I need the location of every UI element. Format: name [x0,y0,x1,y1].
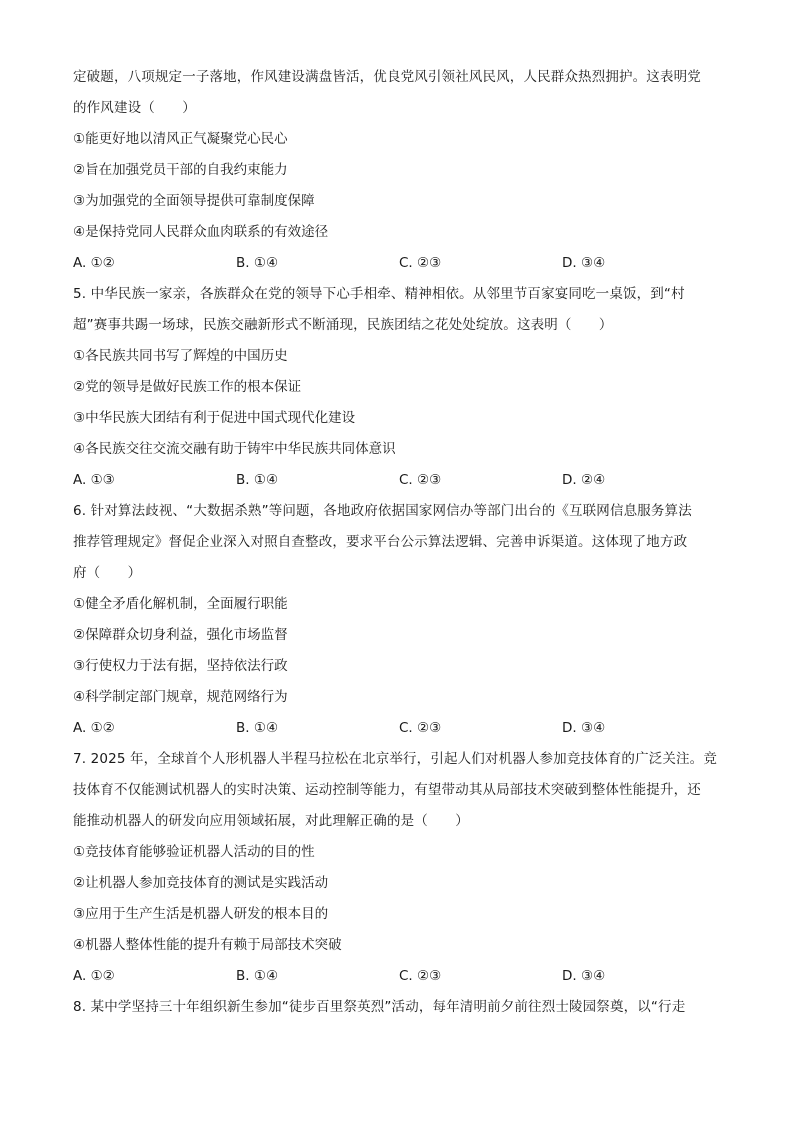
question-7 [73,744,734,992]
statement-3: ③应用于生产生活是机器人研发的根本目的 [73,906,329,922]
option-d: D. ③④ [562,255,606,271]
option-c: C. ②③ [399,968,442,984]
option-a: A. ①② [73,720,115,736]
question-stem-line: 6. 针对算法歧视、“大数据杀熟”等问题，各地政府依据国家网信办等部门出台的《互联网信息服务算法 [73,503,692,519]
option-b: B. ①④ [236,968,279,984]
question-stem-line: 7. 2025 年，全球首个人形机器人半程马拉松在北京举行，引起人们对机器人参加竞技体育的广泛关注。竞 [73,751,717,767]
option-c: C. ②③ [399,472,442,488]
statement-1: ①竞技体育能够验证机器人活动的目的性 [73,844,315,860]
statement-1: ①能更好地以清风正气凝聚党心民心 [73,131,288,147]
question-stem-line: 5. 中华民族一家亲，各族群众在党的领导下心手相牵、精神相依。从邻里节百家宴同吃一桌饭，到“村 [73,286,685,302]
statement-4: ④是保持党同人民群众血肉联系的有效途径 [73,224,329,240]
question-4 [73,62,734,279]
question-stem-line: 技体育不仅能测试机器人的实时决策、运动控制等能力，有望带动其从局部技术突破到整体性能提升，还 [73,782,701,798]
option-d: D. ③④ [562,720,606,736]
question-stem-line: 8. 某中学坚持三十年组织新生参加“徒步百里祭英烈”活动，每年清明前夕前往烈士陵园祭奠，以“行走 [73,999,686,1015]
option-c: C. ②③ [399,255,442,271]
answer-options [73,713,734,744]
statement-1: ①各民族共同书写了辉煌的中国历史 [73,348,288,364]
statement-1: ①健全矛盾化解机制，全面履行职能 [73,596,288,612]
statement-4: ④机器人整体性能的提升有赖于局部技术突破 [73,937,342,953]
statement-3: ③为加强党的全面领导提供可靠制度保障 [73,193,315,209]
option-d: D. ③④ [562,968,606,984]
option-b: B. ①④ [236,720,279,736]
statement-4: ④各民族交往交流交融有助于铸牢中华民族共同体意识 [73,441,396,457]
statement-3: ③行使权力于法有据，坚持依法行政 [73,658,288,674]
question-stem-line: 府（ ） [73,565,142,581]
question-stem-line: 能推动机器人的研发向应用领域拓展，对此理解正确的是（ ） [73,813,469,829]
option-a: A. ①② [73,968,115,984]
question-5 [73,279,734,496]
statement-3: ③中华民族大团结有利于促进中国式现代化建设 [73,410,356,426]
option-c: C. ②③ [399,720,442,736]
answer-options [73,961,734,992]
question-stem-line: 推荐管理规定》督促企业深入对照自查整改，要求平台公示算法逻辑、完善申诉渠道。这体现了地方政 [73,534,688,550]
statement-4: ④科学制定部门规章，规范网络行为 [73,689,288,705]
question-6 [73,496,734,744]
question-8 [73,992,734,1023]
answer-options [73,465,734,496]
question-stem-line: 的作风建设（ ） [73,100,196,116]
option-b: B. ①④ [236,255,279,271]
option-a: A. ①② [73,255,115,271]
option-d: D. ②④ [562,472,606,488]
option-a: A. ①③ [73,472,115,488]
answer-options [73,248,734,279]
statement-2: ②旨在加强党员干部的自我约束能力 [73,162,288,178]
question-stem-line: 定破题，八项规定一子落地，作风建设满盘皆活，优良党风引领社风民风，人民群众热烈拥护。这表明党 [73,69,701,85]
statement-2: ②党的领导是做好民族工作的根本保证 [73,379,302,395]
statement-2: ②保障群众切身利益，强化市场监督 [73,627,288,643]
statement-2: ②让机器人参加竞技体育的测试是实践活动 [73,875,329,891]
question-stem-line: 超”赛事共踢一场球，民族交融新形式不断涌现，民族团结之花处处绽放。这表明（ ） [73,317,613,333]
option-b: B. ①④ [236,472,279,488]
